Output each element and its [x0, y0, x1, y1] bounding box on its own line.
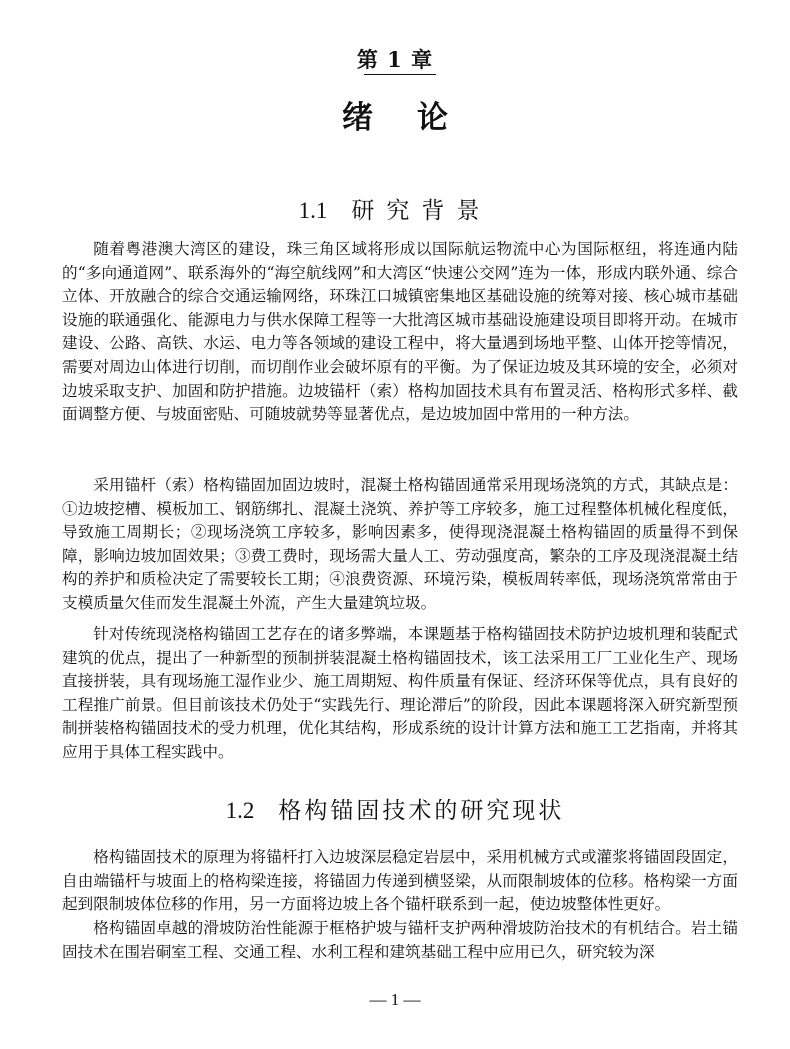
section-title: 研究背景 — [351, 198, 492, 224]
paragraph: 针对传统现浇格构锚固工艺存在的诸多弊端，本课题基于格构锚固技术防护边坡机理和装配式建筑的优点，提出了一种新型的预制拼装混凝土格构锚固技术，该工法采用工厂工业化生产、现场直接拼装，具有现场施工湿作业少、施工周期短、构件质量有保证、经济环保等优点，具有良好的工程推广前景。但目前该技术仍处于“实践先行、理论滞后”的阶段，因此本课题将深入研究新型预制拼装格构锚固技术的受力机理，优化其结构，形成系统的设计计算方法和施工工艺指南，并将其应用于具体工程实践中。 — [62, 625, 738, 761]
paragraph: 格构锚固技术的原理为将锚杆打入边坡深层稳定岩层中，采用机械方式或灌浆将锚固段固定，自由端锚杆与坡面上的格构梁连接，将锚固力传递到横竖梁，从而限制坡体的位移。格构梁一方面起到限制坡体位移的作用，另一方面将边坡上各个锚杆联系到一起，使边坡整体性更好。 — [62, 848, 738, 914]
chapter-title: 绪论 — [342, 100, 492, 136]
section-title: 格构锚固技术的研究现状 — [278, 798, 565, 824]
section-heading-1-1 — [0, 192, 790, 225]
paragraph: 采用锚杆（索）格构锚固加固边坡时，混凝土格构锚固通常采用现场浇筑的方式，其缺点是：①边坡挖槽、模板加工、钢筋绑扎、混凝土浇筑、养护等工序较多，施工过程整体机械化程度低，导致施工周期长；②现场浇筑工序较多，影响因素多，使得现浇混凝土格构锚固的质量得不到保障，影响边坡加固效果；③费工费时，现场需大量人工、劳动强度高，繁杂的工序及现浇混凝土结构的养护和质检决定了需要较长工期；④浪费资源、环境污染，模板周转率低，现场浇筑常常由于支模质量欠佳而发生混凝土外流，产生大量建筑垃圾。 — [62, 476, 738, 612]
section-heading-1-2 — [0, 792, 790, 825]
chapter-label: 第 1 章 — [356, 47, 434, 72]
section-number: 1.1 — [298, 198, 328, 223]
paragraph: 格构锚固卓越的滑坡防治性能源于框格护坡与锚杆支护两种滑坡防治技术的有机结合。岩土锚固技术在围岩硐室工程、交通工程、水利工程和建筑基础工程中应用已久，研究较为深 — [62, 919, 738, 961]
section-number: 1.2 — [225, 798, 255, 823]
chapter-underline — [364, 74, 436, 75]
page-number: — 1 — — [369, 990, 421, 1009]
paragraph: 随着粤港澳大湾区的建设，珠三角区域将形成以国际航运物流中心为国际枢纽，将连通内陆的“多向通道网”、联系海外的“海空航线网”和大湾区“快速公交网”连为一体，形成内联外通、综合立体、开放融合的综合交通运输网络，环珠江口城镇密集地区基础设施的统筹对接、核心城市基础设施的联通强化、能源电力与供水保障工程等一大批湾区城市基础设施建设项目即将开动。在城市建设、公路、高铁、水运、电力等各领域的建设工程中，将大量遇到场地平整、山体开挖等情况，需要对周边山体进行切削，而切削作业会破坏原有的平衡。为了保证边坡及其环境的安全，必须对边坡采取支护、加固和防护措施。边坡锚杆（索）格构加固技术具有布置灵活、格构形式多样、截面调整方便、与坡面密贴、可随坡就势等显著优点，是边坡加固中常用的一种方法。 — [62, 240, 738, 424]
